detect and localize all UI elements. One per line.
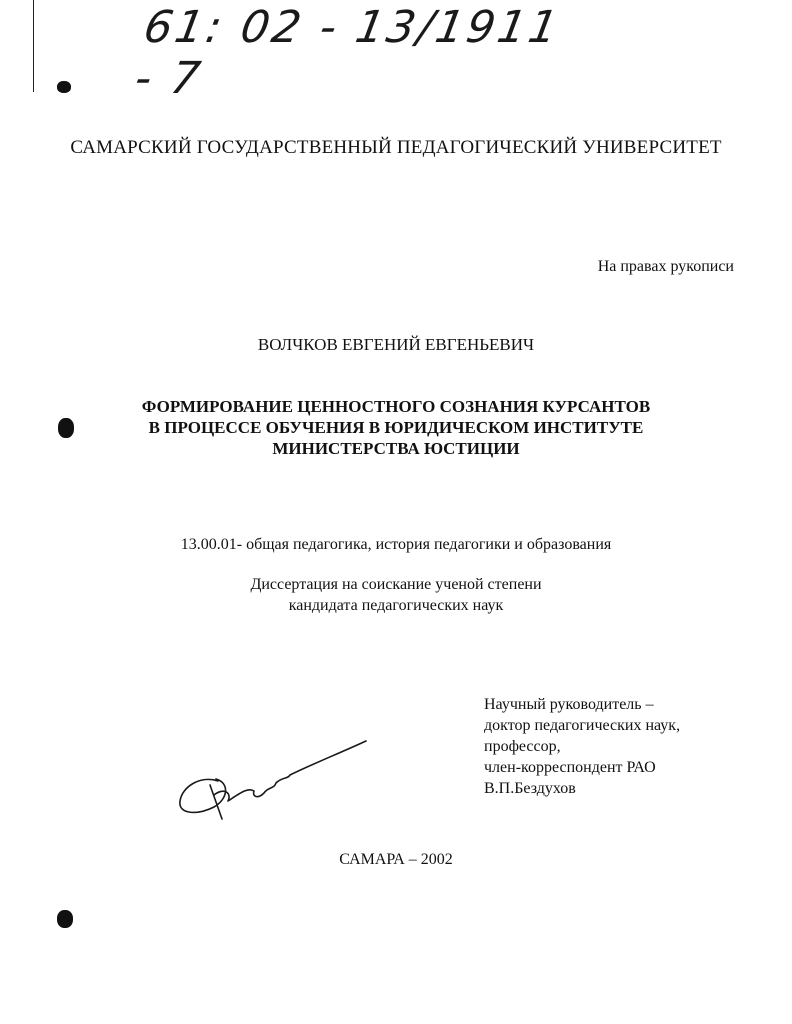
supervisor-line: доктор педагогических наук, (484, 717, 681, 734)
dissertation-title (0, 396, 792, 459)
rights-note: На правах рукописи (597, 258, 734, 275)
degree-line: Диссертация на соискание ученой степени (250, 576, 542, 593)
supervisor-block (484, 694, 680, 799)
title-line: В ПРОЦЕССЕ ОБУЧЕНИЯ В ЮРИДИЧЕСКОМ ИНСТИТУТЕ (148, 418, 644, 437)
supervisor-line: член-корреспондент РАО (484, 759, 656, 776)
specialty-code: 13.00.01- общая педагогика, история педагогики и образования (180, 536, 612, 553)
signature (170, 735, 380, 825)
supervisor-line: профессор, (484, 738, 561, 755)
degree-statement (0, 574, 792, 616)
supervisor-line: В.П.Бездухов (484, 780, 576, 797)
punch-hole-mark (57, 81, 71, 93)
author-name: ВОЛЧКОВ ЕВГЕНИЙ ЕВГЕНЬЕВИЧ (257, 335, 535, 354)
handwritten-archive-number: 61: 02 - 13/1911 - 7 (131, 2, 565, 104)
scan-edge-line (33, 0, 34, 92)
university-name: САМАРСКИЙ ГОСУДАРСТВЕННЫЙ ПЕДАГОГИЧЕСКИЙ УНИВЕРСИТЕТ (70, 137, 722, 158)
degree-line: кандидата педагогических наук (288, 597, 504, 614)
punch-hole-mark (57, 910, 73, 928)
title-line: МИНИСТЕРСТВА ЮСТИЦИИ (272, 439, 520, 458)
title-line: ФОРМИРОВАНИЕ ЦЕННОСТНОГО СОЗНАНИЯ КУРСАНТОВ (141, 397, 651, 416)
city-year: САМАРА – 2002 (339, 851, 453, 868)
supervisor-line: Научный руководитель – (484, 696, 654, 713)
